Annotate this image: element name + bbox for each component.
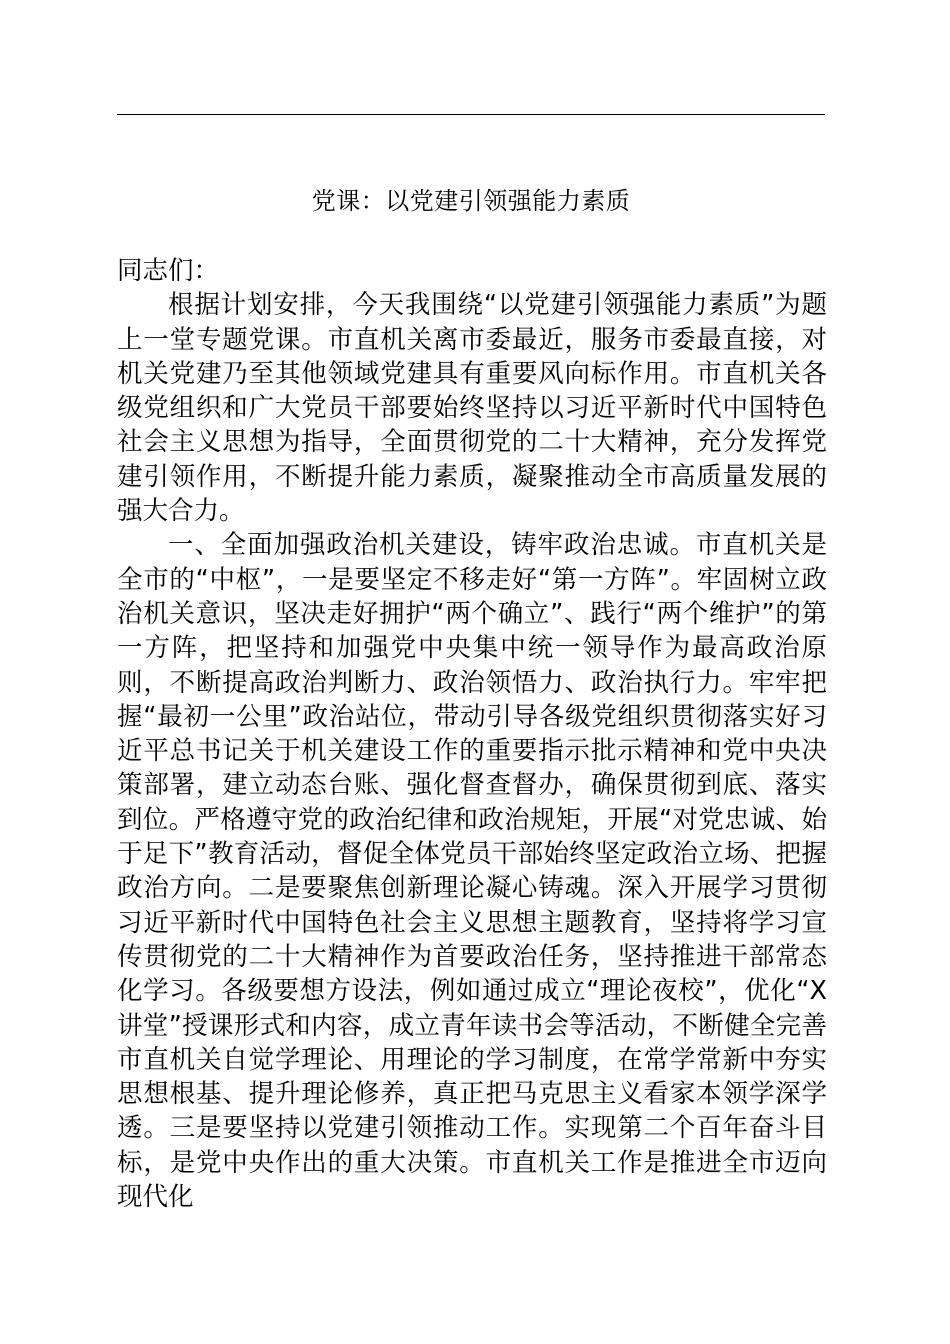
- header-rule: [117, 114, 825, 115]
- salutation: 同志们：: [117, 256, 220, 286]
- paragraph-intro: 根据计划安排，今天我围绕“以党建引领强能力素质”为题上一堂专题党课。市直机关离市委最近，服务市委最直接，对机关党建乃至其他领域党建具有重要风向标作用。市直机关各级党组织和广大党员干部要始终坚持以习近平新时代中国特色社会主义思想为指导，全面贯彻党的二十大精神，充分发挥党建引领作用，不断提升能力素质，凝聚推动全市高质量发展的强大合力。: [117, 290, 827, 527]
- document-body: [117, 254, 827, 1214]
- paragraph-section-one: 一、全面加强政治机关建设，铸牢政治忠诚。市直机关是全市的“中枢”，一是要坚定不移走好“第一方阵”。牢固树立政治机关意识，坚决走好拥护“两个确立”、践行“两个维护”的第一方阵，把坚持和加强党中央集中统一领导作为最高政治原则，不断提高政治判断力、政治领悟力、政治执行力。牢牢把握“最初一公里”政治站位，带动引导各级党组织贯彻落实好习近平总书记关于机关建设工作的重要指示批示精神和党中央决策部署，建立动态台账、强化督查督办，确保贯彻到底、落实到位。严格遵守党的政治纪律和政治规矩，开展“对党忠诚、始于足下”教育活动，督促全体党员干部始终坚定政治立场、把握政治方向。二是要聚焦创新理论凝心铸魂。深入开展学习贯彻习近平新时代中国特色社会主义思想主题教育，坚持将学习宣传贯彻党的二十大精神作为首要政治任务，坚持推进干部常态化学习。各级要想方设法，例如通过成立“理论夜校”，优化“X讲堂”授课形式和内容，成立青年读书会等活动，不断健全完善市直机关自觉学理论、用理论的学习制度，在常学常新中夯实思想根基、提升理论修养，真正把马克思主义看家本领学深学透。三是要坚持以党建引领推动工作。实现第二个百年奋斗目标，是党中央作出的重大决策。市直机关工作是推进全市迈向现代化: [117, 530, 827, 1213]
- document-title: 党课：以党建引领强能力素质: [311, 187, 631, 215]
